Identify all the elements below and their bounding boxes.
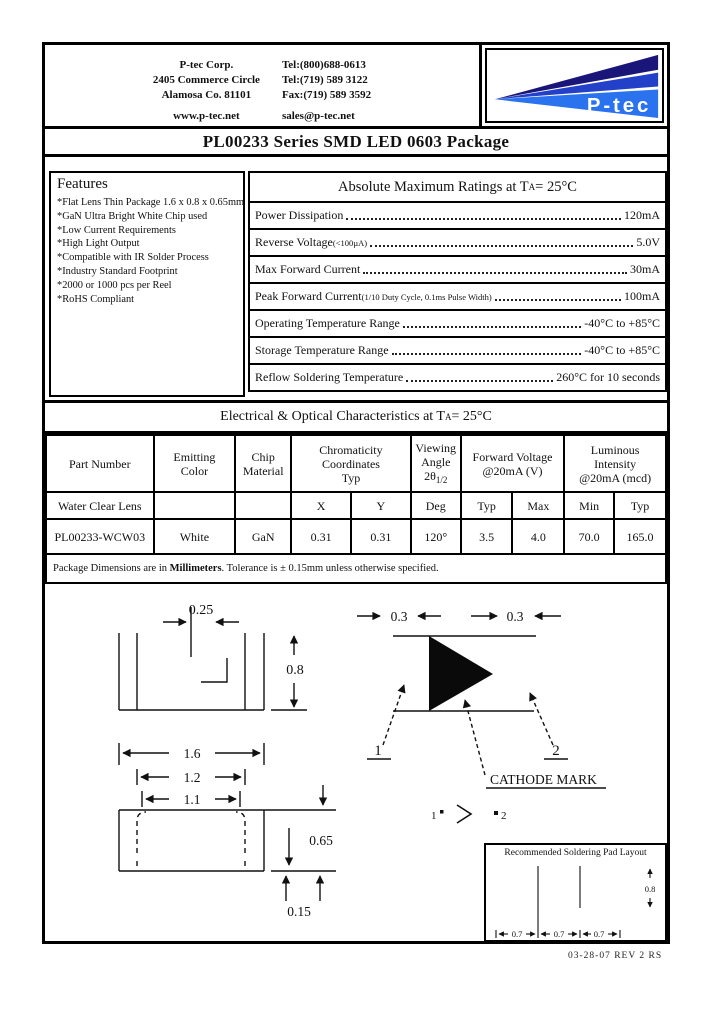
lens-type-cell: Water Clear Lens [46,492,154,519]
rating-label: Power Dissipation [255,208,344,222]
page-title: PL00233 Series SMD LED 0603 Package [45,129,667,157]
chromaticity-x-value: 0.31 [291,519,351,554]
dot-leader [346,211,621,220]
rating-value: -40°C to +85°C [584,343,660,357]
subheader-iv-typ: Typ [614,492,666,519]
pad-dim-w3: 0.7 [593,929,605,939]
cathode-mark-triangle [429,636,493,711]
content [45,163,667,941]
cathode-mark-label: CATHODE MARK [490,772,597,787]
abs-max-row [250,230,665,257]
table-header-row [46,435,666,492]
company-phone-column [282,58,371,126]
revision-footer: 03-28-07 REV 2 RS [568,951,663,961]
dot-leader [495,292,621,301]
header-line: @20mA (V) [482,463,543,478]
subheader-vf-typ: Typ [461,492,513,519]
phone-toll-free: Tel:(800)688-0613 [281,59,366,71]
abs-max-title-text: Absolute Maximum Ratings at T [338,178,529,195]
header-line: Chromaticity [319,442,383,457]
subheader-vf-max: Max [512,492,564,519]
theta-prefix: 2θ [424,468,436,483]
pad-layout-diagram [486,858,665,940]
empty-cell [154,492,236,519]
schematic-pin1: 1 [431,810,437,822]
feature-item: *Compatible with IR Solder Process [57,252,209,264]
header-line: Intensity [594,456,637,471]
abs-max-title-sub: A [528,182,536,192]
col-emitting-color [154,435,236,492]
pad-layout-title: Recommended Soldering Pad Layout [504,848,647,858]
rating-note: (1/10 Duty Cycle, 0.1ms Pulse Width) [361,291,492,302]
col-chip-material [235,435,291,492]
col-viewing-angle [411,435,461,492]
package-drawings [45,583,667,941]
header-line: Viewing [415,440,457,455]
header-line: Material [242,463,284,478]
abs-max-row [250,203,665,230]
company-street: 2405 Commerce Circle [152,74,260,86]
header-line: Typ [341,470,361,485]
abs-max-row [250,284,665,311]
rating-label: Storage Temperature Range [255,343,389,357]
col-chromaticity [291,435,411,492]
polarity-corner-mark [201,658,227,682]
dim-label-1-1: 1.1 [183,792,201,807]
feature-item: *Flat Lens Thin Package 1.6 x 0.8 x 0.65mm [57,197,245,208]
abs-max-title-suffix: = 25°C [535,178,577,195]
pad-dim-w2: 0.7 [553,929,565,939]
schematic-pin2-dot [494,811,498,815]
dim-label-0-3-left: 0.3 [390,609,408,624]
header-line: Coordinates [321,456,380,471]
pin1-label: 1 [374,743,382,759]
header [45,45,667,129]
pin1-leader-line [383,685,404,745]
dot-leader [363,265,627,274]
feature-item: *GaN Ultra Bright White Chip used [57,210,208,222]
rating-note: (<100µA) [332,237,368,248]
subheader-x: X [291,492,351,519]
dim-label-0-65: 0.65 [309,833,333,848]
schematic-pin1-dot [440,810,444,814]
company-contact-block [45,45,482,126]
feature-item: *High Light Output [57,238,140,250]
header-line: Color [180,463,209,478]
vf-typ-value: 3.5 [461,519,513,554]
logo-wordmark: P-tec [586,93,652,118]
cathode-mark-diagram [353,589,667,839]
rating-value: 5.0V [636,235,660,249]
features-box [49,171,245,397]
iv-min-value: 70.0 [564,519,614,554]
electrical-title-text: Electrical & Optical Characteristics at T [220,409,445,424]
pad-layout-box [484,843,667,942]
feature-item: *Low Current Requirements [57,224,176,236]
dim-label-0-8: 0.8 [286,663,304,678]
abs-max-row [250,311,665,338]
part-number-value: PL00233-WCW03 [46,519,154,554]
rating-label: Reverse Voltage [255,235,333,249]
subheader-deg: Deg [411,492,461,519]
rating-label: Reflow Soldering Temperature [255,370,404,384]
abs-max-row [250,338,665,365]
col-forward-voltage [461,435,565,492]
subheader-y: Y [351,492,411,519]
rating-label: Peak Forward Current [255,289,362,303]
viewing-angle-symbol [424,469,447,483]
epoxy-outline-right [236,812,245,853]
header-line: Forward Voltage [472,449,553,464]
pad-dim-w1: 0.7 [511,929,523,939]
dot-leader [392,346,582,355]
dim-label-1-2: 1.2 [183,770,201,785]
ptec-logo [487,50,662,121]
note-post: . Tolerance is ± 0.15mm unless otherwise specified. [221,562,439,574]
company-address-column [153,58,260,126]
rating-value: 30mA [630,262,660,276]
iv-typ-value: 165.0 [614,519,666,554]
electrical-title [45,400,667,434]
rating-value: 120mA [624,208,660,222]
pad-dim-height: 0.8 [644,884,656,894]
feature-item: *RoHS Compliant [57,293,135,305]
viewing-angle-lines [414,441,458,469]
dim-label-0-3-right: 0.3 [506,609,524,624]
table-data-row [46,519,666,554]
theta-sub: 1/2 [435,474,448,485]
rating-label: Max Forward Current [255,262,361,276]
note-pre: Package Dimensions are in [53,562,170,574]
empty-cell [235,492,291,519]
header-line: @20mA (mcd) [579,470,652,485]
col-part-number: Part Number [46,435,154,492]
logo-cell [482,45,667,126]
abs-max-row [250,257,665,284]
epoxy-outline-left [137,812,146,853]
phone-local: Tel:(719) 589 3122 [281,74,368,86]
dot-leader [406,373,553,382]
dim-label-0-15: 0.15 [287,904,311,919]
header-line: Chip [251,449,275,464]
dot-leader [370,238,633,247]
header-line: Emitting [173,449,216,464]
document-frame [42,42,670,944]
chromaticity-y-value: 0.31 [351,519,411,554]
abs-max-title [250,173,665,203]
header-line: Angle [421,454,451,469]
subheader-iv-min: Min [564,492,614,519]
rating-value: -40°C to +85°C [584,316,660,330]
schematic-pin2: 2 [501,810,507,822]
rating-value: 260°C for 10 seconds [556,370,660,384]
abs-max-table [248,171,667,392]
table-note-row [46,554,666,583]
header-line: Luminous [590,442,640,457]
dimensions-note [46,554,666,583]
pin2-leader-line [530,693,553,745]
feature-item: *2000 or 1000 pcs per Reel [57,279,172,291]
dot-leader [403,319,581,328]
chip-material-value: GaN [235,519,291,554]
table-subheader-row [46,492,666,519]
col-luminous-intensity [564,435,666,492]
rating-value: 100mA [624,289,660,303]
company-city: Alamosa Co. 81101 [161,89,252,101]
electrical-title-suffix: = 25°C [451,409,492,424]
company-website: www.p-tec.net [173,110,240,122]
dim-label-0-25: 0.25 [188,603,214,618]
note-bold: Millimeters [169,562,222,574]
emitting-color-value: White [154,519,236,554]
diode-chevron [457,805,471,823]
sales-email: sales@p-tec.net [281,110,355,122]
pin2-label: 2 [552,743,560,759]
logo-box [485,48,664,123]
package-dimension-diagram [49,583,359,943]
rating-label: Operating Temperature Range [255,316,400,330]
vf-max-value: 4.0 [512,519,564,554]
company-name: P-tec Corp. [179,59,234,71]
fax-number: Fax:(719) 589 3592 [281,89,372,101]
abs-max-row [250,365,665,390]
viewing-angle-value: 120° [411,519,461,554]
features-heading: Features [57,176,108,192]
feature-item: *Industry Standard Footprint [57,265,178,277]
characteristics-table [45,434,667,584]
electrical-title-sub: A [444,412,452,422]
dim-label-1-6: 1.6 [183,746,201,761]
